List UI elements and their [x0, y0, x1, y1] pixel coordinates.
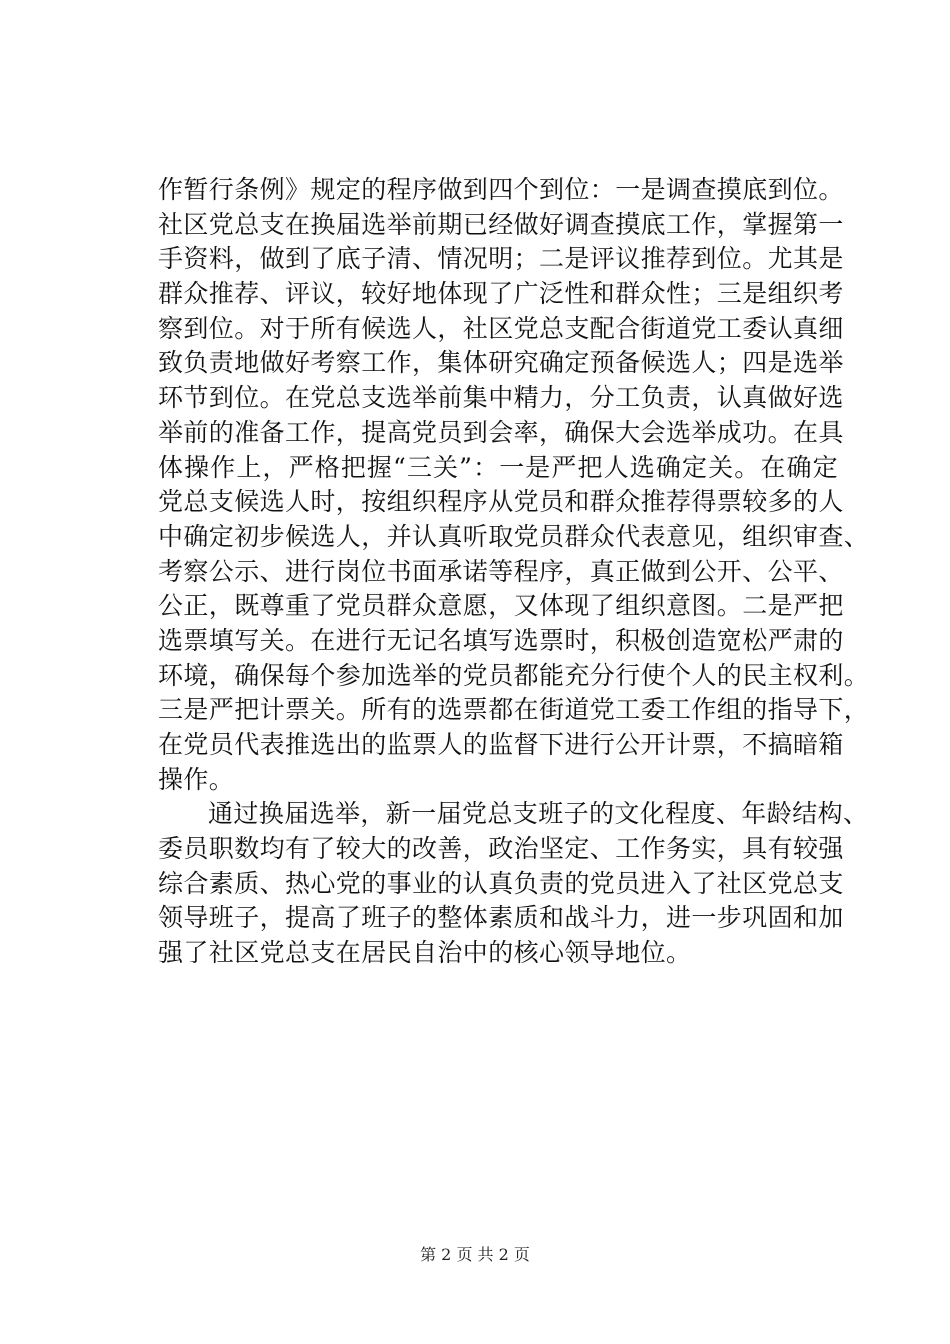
text-line: 在党员代表推选出的监票人的监督下进行公开计票，不搞暗箱	[158, 730, 844, 759]
text-line: 环境，确保每个参加选举的党员都能充分行使个人的民主权利。	[158, 660, 870, 690]
text-line: 举前的准备工作，提高党员到会率，确保大会选举成功。在具	[158, 417, 844, 447]
text-line: 中确定初步候选人，并认真听取党员群众代表意见，组织审查、	[158, 521, 870, 551]
text-line: 致负责地做好考察工作，集体研究确定预备候选人；四是选举	[158, 348, 844, 378]
paragraph-1	[158, 173, 870, 797]
text-line: 三是严把计票关。所有的选票都在街道党工委工作组的指导下，	[158, 695, 870, 725]
text-line: 群众推荐、评议，较好地体现了广泛性和群众性；三是组织考	[158, 279, 844, 309]
text-line: 委员职数均有了较大的改善，政治坚定、工作务实，具有较强	[158, 834, 844, 864]
paragraph-2	[158, 797, 869, 970]
text-line: 通过换届选举，新一届党总支班子的文化程度、年龄结构、	[208, 799, 869, 829]
text-line: 体操作上，严格把握“三关”：一是严把人选确定关。在确定	[158, 452, 838, 482]
text-line: 考察公示、进行岗位书面承诺等程序，真正做到公开、公平、	[158, 556, 844, 586]
text-line: 公正，既尊重了党员群众意愿，又体现了组织意图。二是严把	[158, 591, 844, 621]
page-footer	[0, 1245, 950, 1265]
text-line: 社区党总支在换届选举前期已经做好调查摸底工作，掌握第一	[158, 209, 844, 239]
text-line: 选票填写关。在进行无记名填写选票时，积极创造宽松严肃的	[158, 625, 844, 655]
text-line: 手资料，做到了底子清、情况明；二是评议推荐到位。尤其是	[158, 244, 844, 274]
text-line: 强了社区党总支在居民自治中的核心领导地位。	[158, 938, 692, 968]
page-number-label: 第 2 页 共 2 页	[420, 1245, 530, 1264]
text-line: 环节到位。在党总支选举前集中精力，分工负责，认真做好选	[158, 383, 844, 413]
text-line: 领导班子，提高了班子的整体素质和战斗力，进一步巩固和加	[158, 903, 844, 933]
document-body	[158, 173, 870, 971]
text-line: 综合素质、热心党的事业的认真负责的党员进入了社区党总支	[158, 868, 844, 898]
text-line: 作暂行条例》规定的程序做到四个到位：一是调查摸底到位。	[158, 175, 844, 204]
text-line: 操作。	[158, 764, 235, 794]
text-line: 察到位。对于所有候选人，社区党总支配合街道党工委认真细	[158, 313, 844, 343]
text-line: 党总支候选人时，按组织程序从党员和群众推荐得票较多的人	[158, 487, 844, 517]
